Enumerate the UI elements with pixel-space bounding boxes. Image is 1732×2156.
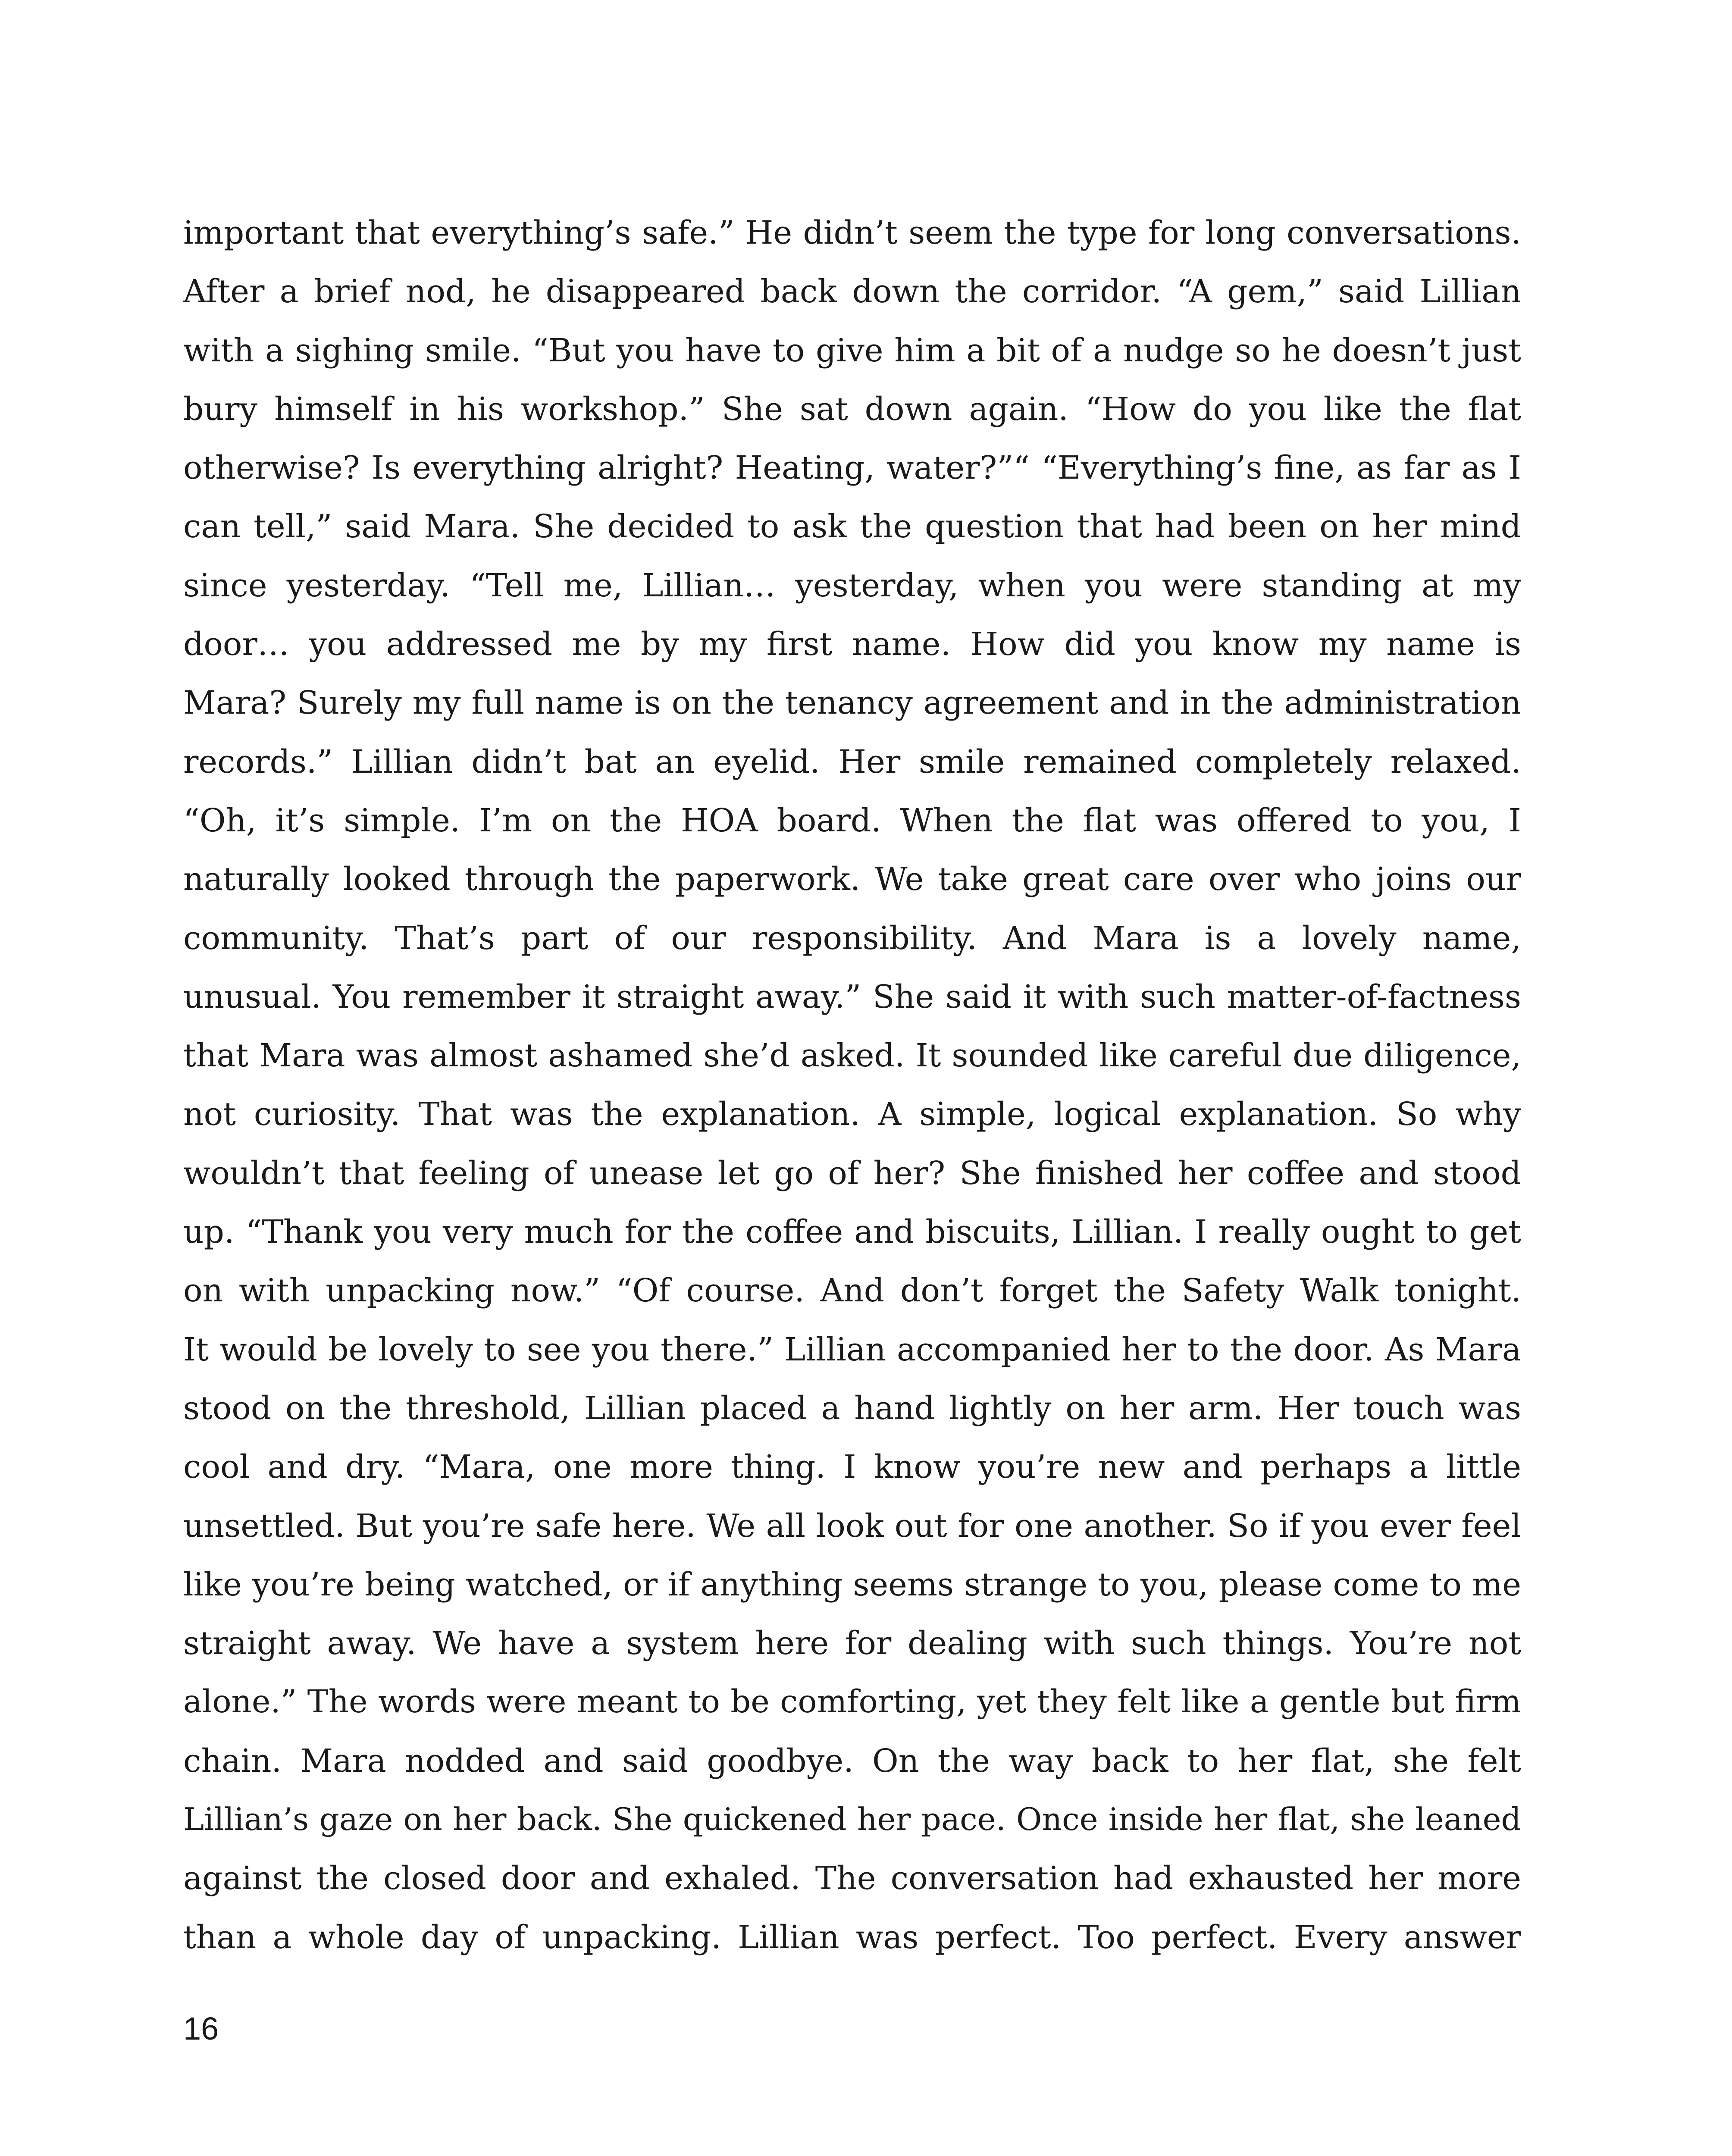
text-line: unusual. You remember it straight away.” She said it with such matter-of-factness bbox=[183, 978, 1521, 1015]
text-line: stood on the threshold, Lillian placed a hand lightly on her arm. Her touch was bbox=[183, 1389, 1521, 1427]
text-line: door… you addressed me by my first name. How did you know my name is bbox=[183, 626, 1521, 663]
text-line: cool and dry. “Mara, one more thing. I know you’re new and perhaps a little bbox=[183, 1448, 1521, 1486]
page-body-text bbox=[183, 204, 1521, 1967]
page-number: 16 bbox=[183, 2011, 219, 2046]
text-line: straight away. We have a system here for dealing with such things. You’re not bbox=[183, 1625, 1521, 1662]
text-line: Lillian’s gaze on her back. She quickened her pace. Once inside her flat, she leaned bbox=[183, 1802, 1521, 1838]
text-line: “Oh, it’s simple. I’m on the HOA board. When the flat was offered to you, I bbox=[183, 802, 1521, 839]
text-line: on with unpacking now.” “Of course. And don’t forget the Safety Walk tonight. bbox=[183, 1272, 1521, 1310]
text-line: bury himself in his workshop.” She sat down again. “How do you like the flat bbox=[183, 390, 1521, 428]
text-line: up. “Thank you very much for the coffee and biscuits, Lillian. I really ought to get bbox=[183, 1213, 1521, 1251]
text-line: with a sighing smile. “But you have to give him a bit of a nudge so he doesn’t just bbox=[183, 332, 1521, 369]
text-line: records.” Lillian didn’t bat an eyelid. Her smile remained completely relaxed. bbox=[183, 743, 1521, 780]
text-line: otherwise? Is everything alright? Heating, water?”“ “Everything’s fine, as far as I bbox=[183, 449, 1521, 487]
text-line: chain. Mara nodded and said goodbye. On the way back to her flat, she felt bbox=[183, 1742, 1521, 1780]
text-line: that Mara was almost ashamed she’d asked. It sounded like careful due diligence, bbox=[183, 1037, 1521, 1075]
text-line: It would be lovely to see you there.” Lillian accompanied her to the door. As Mara bbox=[183, 1331, 1521, 1368]
text-line: unsettled. But you’re safe here. We all look out for one another. So if you ever feel bbox=[183, 1507, 1521, 1545]
text-line: naturally looked through the paperwork. We take great care over who joins our bbox=[183, 861, 1521, 898]
text-line: After a brief nod, he disappeared back down the corridor. “A gem,” said Lillian bbox=[183, 273, 1521, 310]
text-line: not curiosity. That was the explanation. A simple, logical explanation. So why bbox=[183, 1096, 1521, 1133]
text-line: Mara? Surely my full name is on the tenancy agreement and in the administration bbox=[183, 684, 1521, 722]
text-line: like you’re being watched, or if anything seems strange to you, please come to me bbox=[183, 1566, 1521, 1603]
text-line: alone.” The words were meant to be comforting, yet they felt like a gentle but firm bbox=[183, 1683, 1521, 1720]
text-line: since yesterday. “Tell me, Lillian… yesterday, when you were standing at my bbox=[183, 567, 1521, 604]
text-line: wouldn’t that feeling of unease let go of her? She finished her coffee and stood bbox=[183, 1154, 1521, 1192]
text-line: than a whole day of unpacking. Lillian was perfect. Too perfect. Every answer bbox=[183, 1918, 1521, 1956]
text-line: can tell,” said Mara. She decided to ask the question that had been on her mind bbox=[183, 508, 1521, 545]
text-line: against the closed door and exhaled. The conversation had exhausted her more bbox=[183, 1860, 1521, 1897]
text-line: community. That’s part of our responsibility. And Mara is a lovely name, bbox=[183, 919, 1521, 957]
text-line: important that everything’s safe.” He didn’t seem the type for long conversations. bbox=[183, 214, 1521, 251]
